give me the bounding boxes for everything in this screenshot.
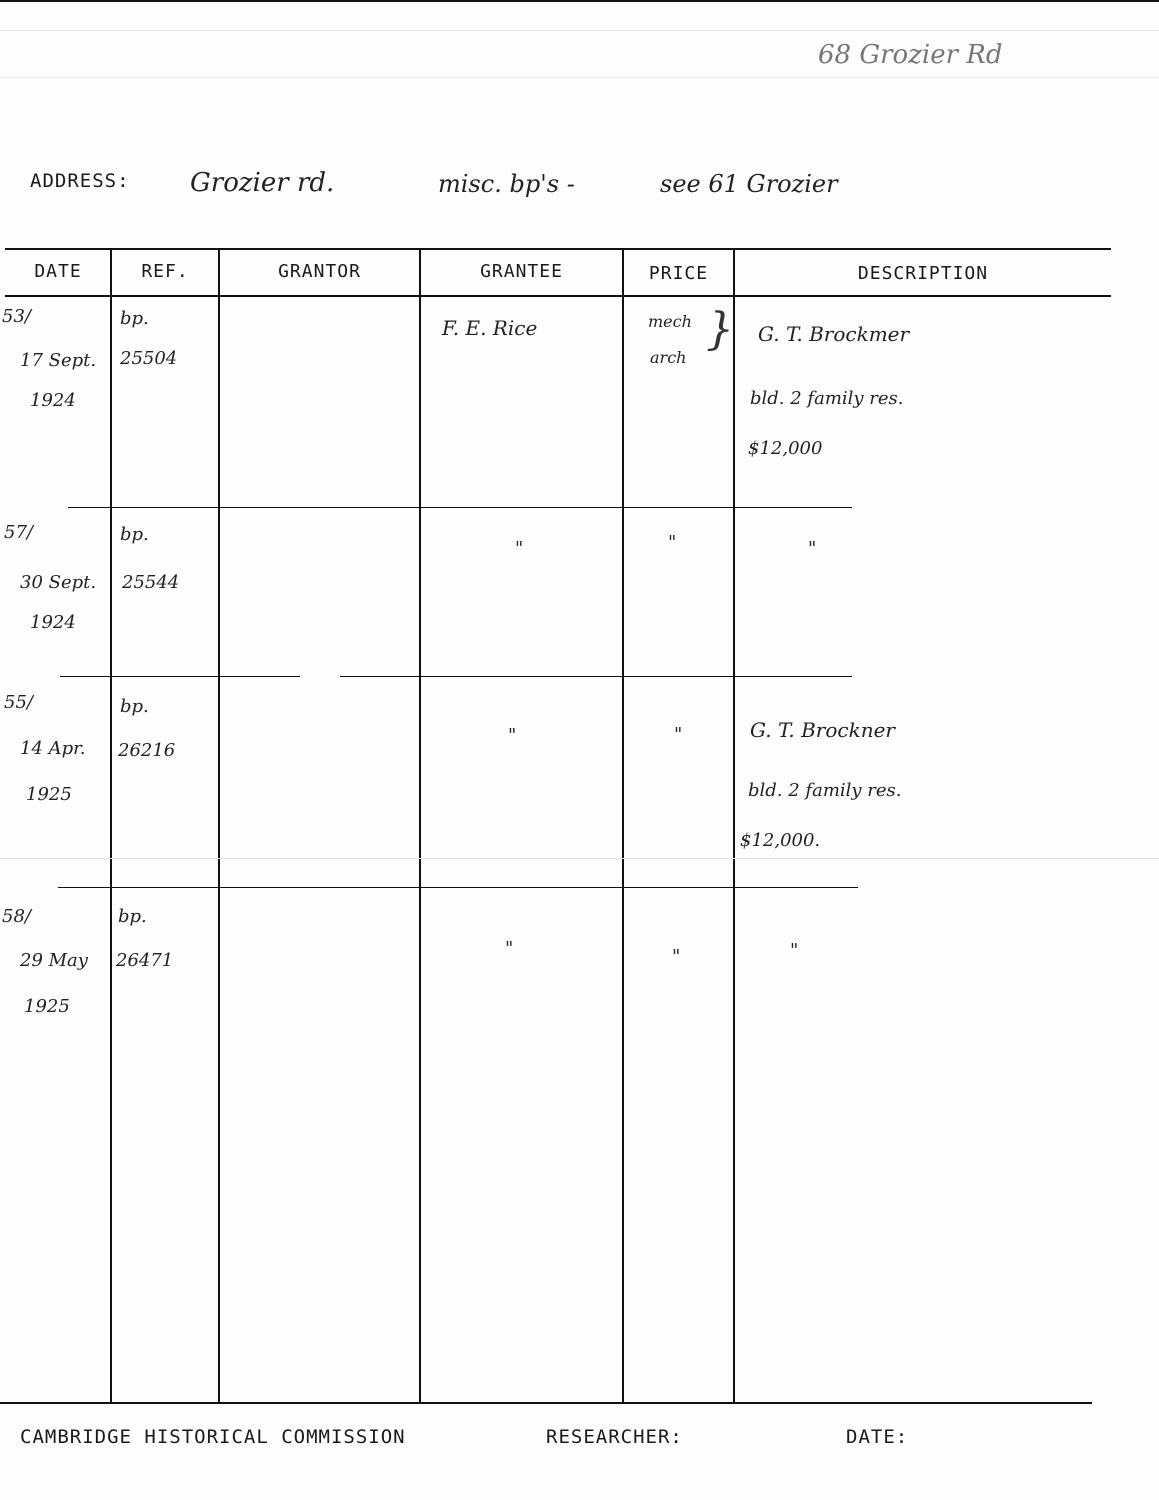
row-price-line-1: mech xyxy=(648,312,692,331)
row-description: " xyxy=(808,538,817,559)
row-ref-number: 25504 xyxy=(120,348,178,369)
row-description-line-1: G. T. Brockner xyxy=(750,718,895,742)
row-grantee: F. E. Rice xyxy=(442,316,538,340)
address-label: ADDRESS: xyxy=(30,170,130,192)
col-header-description: DESCRIPTION xyxy=(857,263,989,284)
row-separator-3 xyxy=(58,887,858,888)
row-date: 29 May xyxy=(20,950,88,971)
row-grantee: " xyxy=(508,725,517,746)
fold-line-lower xyxy=(0,858,1159,859)
row-ref-number: 25544 xyxy=(122,572,180,593)
row-description-line-2: bld. 2 family res. xyxy=(750,388,904,409)
row-separator-2a xyxy=(60,676,300,677)
footer-organization: CAMBRIDGE HISTORICAL COMMISSION xyxy=(20,1426,406,1448)
row-year: 1924 xyxy=(30,612,76,633)
table-bottom-rule xyxy=(0,1402,1092,1404)
row-date: 17 Sept. xyxy=(20,350,97,371)
top-note: 68 Grozier Rd xyxy=(818,40,1003,70)
row-ref: bp. xyxy=(118,906,147,927)
row-grantee: " xyxy=(505,938,514,959)
header-bottom-rule xyxy=(5,295,1111,297)
col-header-ref: REF. xyxy=(141,261,189,282)
row-ref: bp. xyxy=(120,524,149,545)
brace-mark: } xyxy=(706,304,734,355)
col-header-grantee: GRANTEE xyxy=(480,261,563,282)
row-year: 1925 xyxy=(26,784,72,805)
row-description-line-3: $12,000. xyxy=(740,830,821,851)
row-year: 1924 xyxy=(30,390,76,411)
row-entry-number: 53/ xyxy=(2,306,31,327)
row-price: " xyxy=(672,946,681,967)
row-price: " xyxy=(668,532,677,553)
row-description-line-1: G. T. Brockmer xyxy=(758,322,910,346)
row-separator-1 xyxy=(68,507,852,508)
row-entry-number: 58/ xyxy=(2,906,31,927)
row-ref: bp. xyxy=(120,696,149,717)
col-divider-3 xyxy=(419,249,421,1403)
row-price: " xyxy=(674,724,683,745)
row-entry-number: 57/ xyxy=(4,522,33,543)
row-grantee: " xyxy=(515,538,524,559)
col-header-price: PRICE xyxy=(648,263,709,284)
row-ref-number: 26471 xyxy=(116,950,174,971)
col-divider-1 xyxy=(110,249,112,1403)
row-entry-number: 55/ xyxy=(4,692,33,713)
row-date: 14 Apr. xyxy=(20,738,86,759)
address-value: Grozier rd. xyxy=(190,168,335,198)
col-header-grantor: GRANTOR xyxy=(278,261,361,282)
top-edge-line xyxy=(0,0,1159,2)
row-description-line-3: $12,000 xyxy=(748,438,823,459)
address-see: see 61 Grozier xyxy=(660,170,838,198)
fold-line-top xyxy=(0,30,1159,31)
col-divider-4 xyxy=(622,249,624,1403)
row-ref: bp. xyxy=(120,308,149,329)
col-divider-2 xyxy=(218,249,220,1403)
row-description-line-2: bld. 2 family res. xyxy=(748,780,902,801)
fold-line-upper xyxy=(0,77,1159,78)
col-header-date: DATE xyxy=(34,261,82,282)
footer-date-label: DATE: xyxy=(846,1426,909,1448)
row-year: 1925 xyxy=(24,996,70,1017)
row-price-line-2: arch xyxy=(650,348,687,367)
address-note: misc. bp's - xyxy=(438,170,575,198)
footer-researcher-label: RESEARCHER: xyxy=(546,1426,683,1448)
row-separator-2b xyxy=(340,676,852,677)
row-ref-number: 26216 xyxy=(118,740,176,761)
col-divider-5 xyxy=(733,249,735,1403)
row-description: " xyxy=(790,940,799,961)
table-top-rule xyxy=(5,248,1111,250)
row-date: 30 Sept. xyxy=(20,572,97,593)
